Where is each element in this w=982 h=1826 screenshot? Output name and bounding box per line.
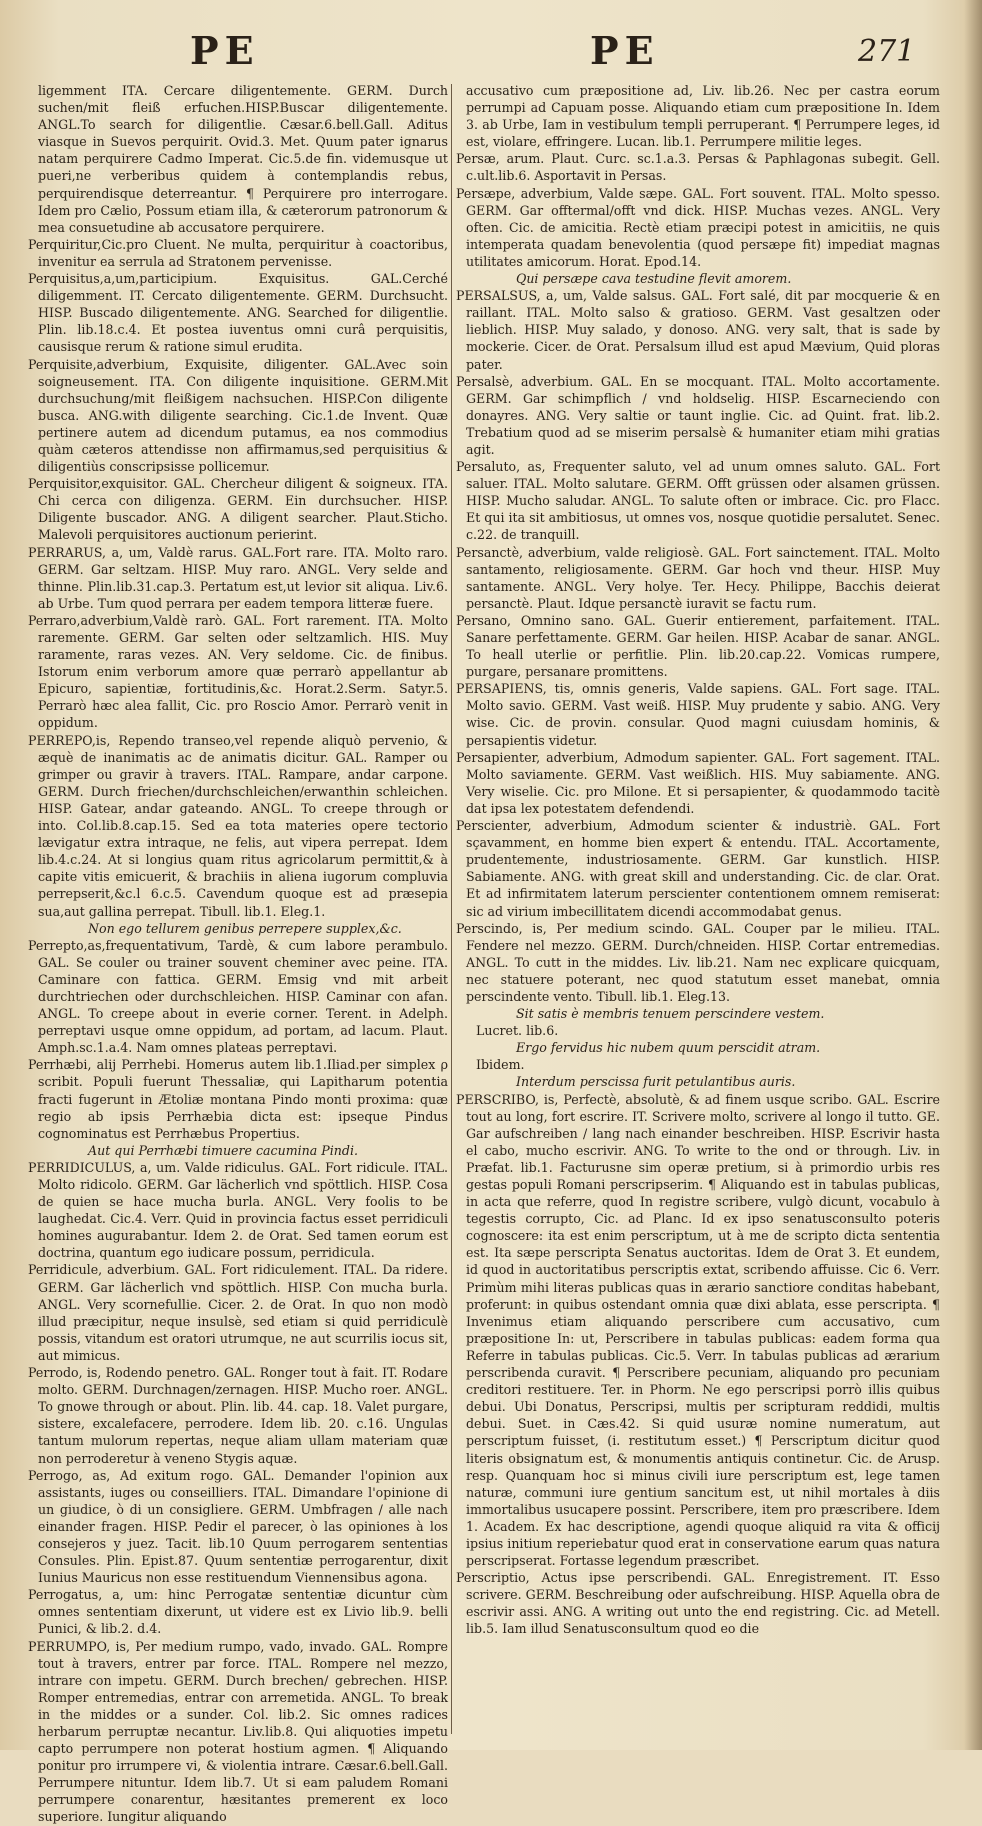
dictionary-entry: Persæ, arum. Plaut. Curc. sc.1.a.3. Persas & Paphlagonas subegit. Gell. c.ult.lib.6. Asportavit in Persas. (456, 151, 940, 184)
dictionary-entry: Perquisite,adverbium, Exquisite, diligenter. GAL.Avec soin soigneusement. ITA. Con diligente inquisitione. GERM.Mit durchsuchung/mit fleißigem nachsuchen. HISP.Con diligente busca. ANG.with diligente searching. Cic.1.de Invent. Quæ pertinere autem ad dicendum putamus, ea nos commodius quàm cæteros attendisse non affirmamus,sed perquisitius & diligentiùs conscripsisse pollicemur. (28, 356, 448, 475)
dictionary-entry: PERSAPIENS, tis, omnis generis, Valde sapiens. GAL. Fort sage. ITAL. Molto savio. GERM. Vast weiß. HISP. Muy prudente y sabio. ANG. Very wise. Cic. de provin. consular. Quod magni cuiusdam hominis, & persapientis videtur. (456, 681, 940, 748)
dictionary-entry: Perscriptio, Actus ipse perscribendi. GAL. Enregistrement. IT. Esso scrivere. GERM. Beschreibung oder aufschreibung. HISP. Aquella obra de escrivir assi. ANG. A writing out unto the end registring. Cic. ad Metell. lib.5. Iam illud Senatusconsultum quod eo die (456, 1570, 940, 1637)
dictionary-entry: Perquisitor,exquisitor. GAL. Chercheur diligent & soigneux. ITA. Chi cerca con diligenza. GERM. Ein durchsucher. HISP. Diligente buscador. ANG. A diligent searcher. Plaut.Sticho. Malevoli perquisitores auctionum perierint. (28, 476, 448, 543)
dictionary-entry: Persaluto, as, Frequenter saluto, vel ad unum omnes saluto. GAL. Fort saluer. ITAL. Molto salutare. GERM. Offt grüssen oder alsamen grüssen. HISP. Mucho saludar. ANGL. To salute often or imbrace. Cic. pro Flacc. Et qui ita sit ambitiosus, ut omnes vos, nosque quotidie persalutet. Senec. c.22. de tranquill. (456, 459, 940, 543)
dictionary-entry: PERRUMPO, is, Per medium rumpo, vado, invado. GAL. Rompre tout à travers, entrer par force. ITAL. Rompere nel mezzo, intrare con impetu. GERM. Durch brechen/ gebrechen. HISP. Romper entremedias, entrar con arremetida. ANGL. To break in the middes or a sunder. Col. lib.2. Sic omnes radices herbarum perruptæ necantur. Liv.lib.8. Qui aliquoties impetu capto perrumpere non poterat hostium agmen. ¶ Aliquando ponitur pro irrumpere vi, & violentia intrare. Cæsar.6.bell.Gall. Perrumpere nituntur. Idem lib.7. Ut si eam paludem Romani perrumpere conarentur, hæsitantes premerent ex loco superiore. Iungitur aliquando (28, 1638, 448, 1825)
dictionary-entry: PERSCRIBO, is, Perfectè, absolutè, & ad finem usque scribo. GAL. Escrire tout au long, fort escrire. IT. Scrivere molto, scrivere al longo il tutto. GE. Gar aufschreiben / lang nach einander beschreiben. HISP. Escrivir hasta el cabo, mucho escrivir. ANG. To write to the ond or through. Liv. in Præfat. lib.1. Facturusne sim operæ pretium, si à primordio urbis res gestas populi Romani perscripserim. ¶ Aliquando est in tabulas publicas, in acta que referre, quod In registre scribere, vulgò dicunt, vocabulo à tegestis corrupto, Cic. ad Planc. Id ex ipso senatusconsulto poteris cognoscere: ita est enim perscriptum, ut à me de scripto dicta sententia est. Ita sæpe perscripta Senatus auctoritas. Idem de Orat 3. Et eundem, id quod in auctoritatibus perscriptis extat, scribendo affuisse. Cic 6. Verr. Primùm mihi literas publicas quas in ærario sanctiore conditas habebant, proferunt: in quibus ostendant omnia quæ dixi ablata, esse perscripta. ¶ Invenimus etiam aliquando perscribere cum accusativo, cum præpositione In: ut, Perscribere in tabulas publicas: eadem forma qua Referre in tabulas publicas. Cic.5. Verr. In tabulas publicas ad ærarium perscribenda curavit. ¶ Perscribere pecuniam, aliquando pro pecuniam creditori restituere. Ter. in Phorm. Ne ego perscripsi porrò illis quibus debui. Ubi Donatus, Perscripsi, multis per scripturam reddidi, multis debui. Suet. in Cæs.42. Si quid usuræ nomine numeratum, aut perscriptum fuisset, (i. restitutum esset.) ¶ Perscriptum dicitur quod literis obsignatum est, & monumentis antiquis continetur. Cic. de Arusp. resp. Quanquam hoc si minus civili iure perscriptum est, lege tamen naturæ, communi iure gentium sancitum est, ut nihil mortales à diis immortalibus usucapere possint. Perscribere, item pro præscribere. Idem 1. Academ. Ex hac descriptione, agendi quoque aliquid ra vita & officij ipsius initium reperiebatur quod erat in conservatione earum quas natura perscripserat. Fortasse legendum præscribet. (456, 1091, 940, 1569)
dictionary-entry: Persano, Omnino sano. GAL. Guerir entierement, parfaitement. ITAL. Sanare perfettamente. GERM. Gar heilen. HISP. Acabar de sanar. ANGL. To heall uterlie or perfitlie. Plin. lib.20.cap.22. Vomicas rumpere, purgare, persanare promittens. (456, 612, 940, 680)
dictionary-entry: Perquiritur,Cic.pro Cluent. Ne multa, perquiritur à coactoribus, invenitur ea serrula ad Stratonem pervenisse. (28, 236, 448, 269)
dictionary-entry: Perrhæbi, alij Perrhebi. Homerus autem lib.1.Iliad.per simplex ρ scribit. Populi fuerunt Thessaliæ, qui Lapitharum potentia fracti fugerunt in Ætoliæ montana Pindo monti proxima: quæ regio ab ipsis Perrhæbia dicta est: ipseque Pindus cognominatus est Perrhæbus Propertius. (28, 1057, 448, 1141)
dictionary-entry: Persanctè, adverbium, valde religiosè. GAL. Fort sainctement. ITAL. Molto santamento, religiosamente. GERM. Gar hoch vnd theur. HISP. Muy santamente. ANGL. Very holye. Ter. Hecy. Philippe, Bacchis deierat persanctè. Plaut. Idque persanctè iuravit se factu rum. (456, 544, 940, 611)
page-number: 271 (858, 34, 916, 69)
running-head (0, 28, 982, 88)
verse-quotation: Interdum perscissa furit petulantibus auris. (516, 1074, 796, 1090)
dictionary-entry: Perquisitus,a,um,participium. Exquisitus. GAL.Cerché diligemment. IT. Cercato diligentemente. GERM. Durchsucht. HISP. Buscado diligentemente. ANG. Searched for diligentlie. Plin. lib.18.c.4. Et postea iuventus omni curâ perquisitis, causisque rerum & ratione simul erudita. (28, 271, 448, 355)
gutter-shadow (964, 0, 982, 1750)
running-head-left: PE (190, 28, 260, 73)
dictionary-entry: PERRIDICULUS, a, um. Valde ridiculus. GAL. Fort ridicule. ITAL. Molto ridicolo. GERM. Gar lächerlich vnd spöttlich. HISP. Cosa de quien se hace mucha burla. ANGL. Very foolis to be laughedat. Cic.4. Verr. Quid in provincia factus esset perridiculi homines augurabantur. Idem 2. de Orat. Sed tamen eorum est doctrina, quantum ego iudicare possum, perridicula. (28, 1159, 448, 1261)
verse-quotation: Non ego tellurem genibus perrepere supplex,&c. (88, 920, 402, 936)
dictionary-entry: Perrepto,as,frequentativum, Tardè, & cum labore perambulo. GAL. Se couler ou trainer souvent cheminer avec peine. ITA. Caminare con fattica. GERM. Emsig vnd mit arbeit durchtriechen oder durchschleichen. HISP. Caminar con afan. ANGL. To creepe about in everie corner. Terent. in Adelph. perreptavi usque omne oppidum, ad portam, ad lacum. Plaut. Amph.sc.1.a.4. Nam omnes plateas perreptavi. (28, 937, 448, 1056)
dictionary-entry: Perrodo, is, Rodendo penetro. GAL. Ronger tout à fait. IT. Rodare molto. GERM. Durchnagen/zernagen. HISP. Mucho roer. ANGL. To gnowe through or about. Plin. lib. 44. cap. 18. Valet purgare, sistere, excalefacere, perrodere. Idem lib. 20. c.16. Ungulas tantum mulorum repertas, neque aliam ullam materiam quæ non perroderetur à veneno Stygis aquæ. (28, 1365, 448, 1466)
column-rule (451, 84, 452, 1734)
dictionary-entry: Perrogo, as, Ad exitum rogo. GAL. Demander l'opinion aux assistants, iuges ou conseilliers. ITAL. Dimandare l'opinione di un giudice, ò di un consigliere. GERM. Umbfragen / alle nach einander fragen. HISP. Pedir el parecer, ò las opiniones à los consejeros y juez. Tacit. lib.10 Quum perrogarem sententias Consules. Plin. Epist.87. Quum sententiæ perrogarentur, dixit Iunius Mauricus non esse restituendum Viennensibus agona. (28, 1467, 448, 1586)
dictionary-entry: Persapienter, adverbium, Admodum sapienter. GAL. Fort sagement. ITAL. Molto saviamente. GERM. Vast weißlich. HIS. Muy sabiamente. ANG. Very wiselie. Cic. pro Milone. Et si persapienter, & quodammodo tacitè dat ipsa lex potestatem defendendi. (456, 749, 940, 816)
dictionary-entry: PERRARUS, a, um, Valdè rarus. GAL.Fort rare. ITA. Molto raro. GERM. Gar seltzam. HISP. Muy raro. ANGL. Very selde and thinne. Plin.lib.31.cap.3. Pertatum est,ut levior sit aliqua. Liv.6. ab Urbe. Tum quod perrara per eadem tempora litteræ fuere. (28, 544, 448, 611)
continued-entry: accusativo cum præpositione ad, Liv. lib.26. Nec per castra eorum perrumpi ad Capuam posse. Aliquando etiam cum præpositione In. Idem 3. ab Urbe, Iam in vestibulum templi perruperant. ¶ Perrumpere leges, id est, violare, effringere. Lucan. lib.1. Perrumpere militie leges. (466, 83, 940, 150)
dictionary-entry: Perscindo, is, Per medium scindo. GAL. Couper par le milieu. ITAL. Fendere nel mezzo. GERM. Durch/chneiden. HISP. Cortar entremedias. ANGL. To cutt in the middes. Liv. lib.21. Nam nec explicare quicquam, nec statuere poterant, nec quod statutum esset manebat, omnia perscindente vento. Tibull. lib.1. Eleg.13. (456, 920, 940, 1004)
running-head-center: PE (590, 28, 660, 73)
dictionary-entry: Perrogatus, a, um: hinc Perrogatæ sententiæ dicuntur cùm omnes sententiam dixerunt, ut videre est ex Livio lib.9. belli Punici, & lib.2. d.4. (28, 1587, 448, 1637)
verse-quotation: Aut qui Perrhæbi timuere cacumina Pindi. (88, 1142, 359, 1158)
left-column (28, 82, 448, 1825)
dictionary-entry: Perridicule, adverbium. GAL. Fort ridiculement. ITAL. Da ridere. GERM. Gar lächerlich vnd spöttlich. HISP. Con mucha burla. ANGL. Very scornefullie. Cicer. 2. de Orat. In quo non modò illud præcipitur, neque insulsè, sed etiam si quid perridiculè possis, vitandum est oratori utrumque, ne aut scurrilis iocus sit, aut mimicus. (28, 1262, 448, 1363)
citation-reference: Lucret. lib.6. (476, 1023, 559, 1039)
verse-quotation: Ergo fervidus hic nubem quum perscidit atram. (516, 1040, 821, 1056)
dictionary-entry: Persæpe, adverbium, Valde sæpe. GAL. Fort souvent. ITAL. Molto spesso. GERM. Gar offtermal/offt vnd dick. HISP. Muchas vezes. ANGL. Very often. Cic. de amicitia. Rectè etiam præcipi potest in amicitiis, ne quis intemperata quadam benevolentia (quod persæpe fit) impediat magnas utilitates amicorum. Horat. Epod.14. (456, 185, 940, 269)
verse-quotation: Qui persæpe cava testudine flevit amorem. (516, 271, 792, 287)
right-column (456, 82, 940, 1727)
continued-entry: ligemment ITA. Cercare diligentemente. GERM. Durch suchen/mit fleiß erfuchen.HISP.Buscar diligentemente. ANGL.To search for diligentlie. Cæsar.6.bell.Gall. Aditus viasque in Suevos perquirit. Ovid.3. Met. Quum pater ignarus natam perquirere Cadmo Imperat. Cic.5.de fin. videmusque ut pueri,ne verberibus quidem à contemplandis rebus, perquirendisque deterreantur. ¶ Perquirere pro interrogare. Idem pro Cælio, Possum etiam illa, & cæterorum patronorum & mea consuetudine ab accusatore perquirere. (38, 83, 448, 235)
dictionary-entry: PERREPO,is, Rependo transeo,vel repende aliquò pervenio, & æquè de inanimatis ac de animatis dicitur. GAL. Ramper ou grimper ou gravir à travers. ITAL. Rampare, andar carpone. GERM. Durch friechen/durchschleichen/erwanthin schleichen. HISP. Gatear, andar gateando. ANGL. To creepe through or into. Col.lib.8.cap.15. Sed ea tota materies opere tectorio lævigatur extra intraque, ne felis, aut vipera perrepat. Idem lib.4.c.24. At si longius quam ritus agricolarum permittit,& à capite vitis emicuerit, & brachiis in aliena iugorum compluvia perrepserit,&c.l 6.c.5. Cavendum quoque est ad præsepia sua,aut gallina perrepat. Tibull. lib.1. Eleg.1. (28, 732, 448, 919)
dictionary-entry: Persalsè, adverbium. GAL. En se mocquant. ITAL. Molto accortamente. GERM. Gar schimpflich / vnd holdselig. HISP. Escarneciendo con donayres. ANG. Very saltie or taunt inglie. Cic. ad Quint. frat. lib.2. Trebatium quod ad se miserim persalsè & humaniter etiam mihi gratias agit. (456, 373, 940, 457)
dictionary-entry: Perraro,adverbium,Valdè rarò. GAL. Fort rarement. ITA. Molto raremente. GERM. Gar selten oder seltzamlich. HIS. Muy raramente, raras vezes. AN. Very seldome. Cic. de finibus. Istorum enim verborum amore quæ perrarò appellantur ab Epicuro, sapientiæ, fortitudinis,&c. Horat.2.Serm. Satyr.5. Perrarò hæc alea fallit, Cic. pro Roscio Amor. Perrarò venit in oppidum. (28, 612, 448, 731)
citation-reference: Ibidem. (476, 1057, 525, 1073)
verse-quotation: Sit satis è membris tenuem perscindere vestem. (516, 1006, 825, 1022)
dictionary-entry: PERSALSUS, a, um, Valde salsus. GAL. Fort salé, dit par mocquerie & en raillant. ITAL. Molto salso & gratioso. GERM. Vast gesaltzen oder lieblich. HISP. Muy salado, y donoso. ANG. very salt, that is sade by mockerie. Cicer. de Orat. Persalsum illud est apud Mævium, Quid ploras pater. (456, 288, 940, 372)
dictionary-entry: Perscienter, adverbium, Admodum scienter & industriè. GAL. Fort sçavamment, en homme bien expert & entendu. ITAL. Accortamente, prudentemente, industriosamente. GERM. Gar kunstlich. HISP. Sabiamente. ANG. with great skill and understanding. Cic. de clar. Orat. Et ad infirmitatem laterum perscienter contentionem omnem remiserat: sic ad virium imbecillitatem dicendi accommodabat genus. (456, 818, 940, 919)
